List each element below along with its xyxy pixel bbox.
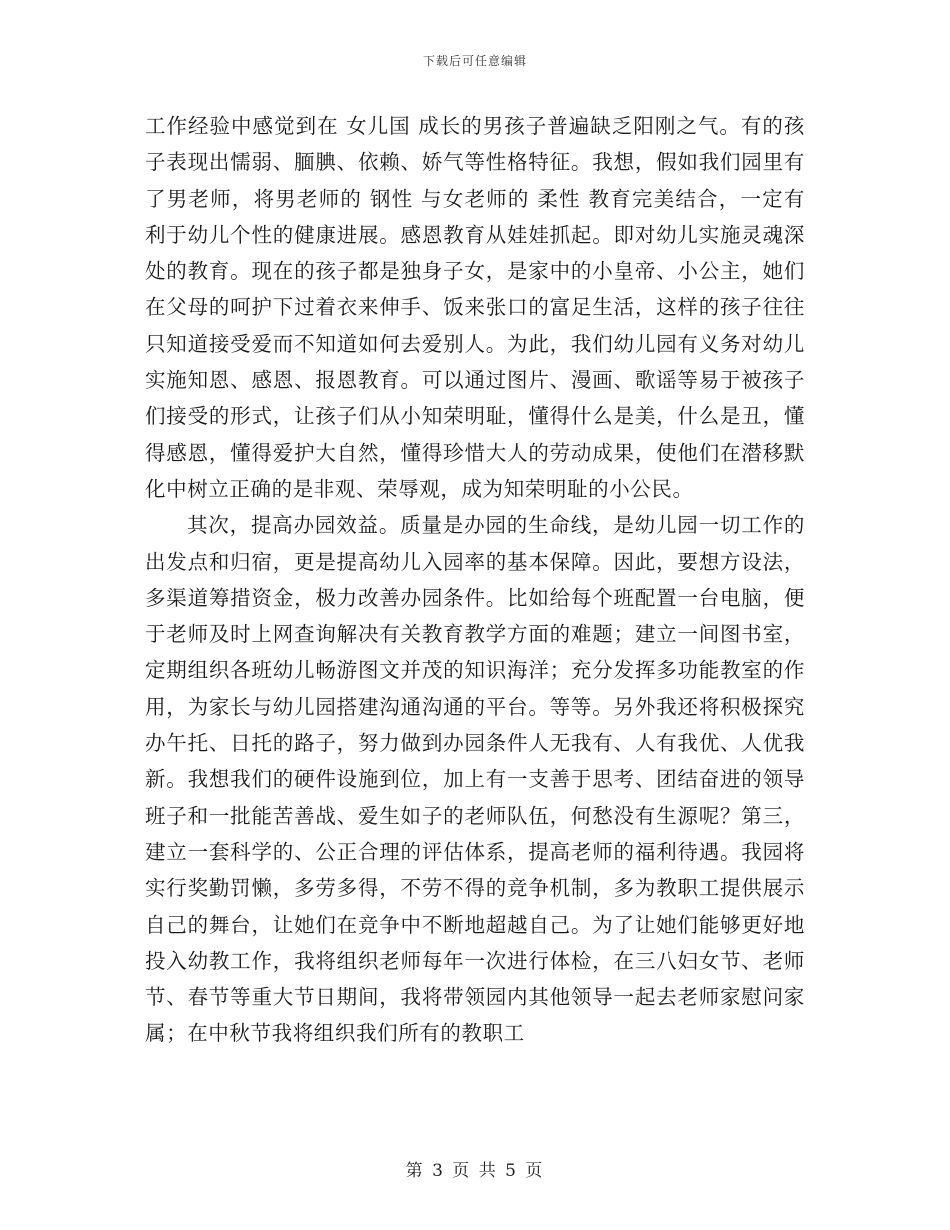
paragraph-second: 其次，提高办园效益。质量是办园的生命线，是幼儿园一切工作的出发点和归宿，更是提高幼儿入园率的基本保障。因此，要想方设法，多渠道筹措资金，极力改善办园条件。比如给每个班配置一台电脑，便于老师及时上网查询解决有关教育教学方面的难题；建立一间图书室，定期组织各班幼儿畅游图文并茂的知识海洋；充分发挥多功能教室的作用，为家长与幼儿园搭建沟通沟通的平台。等等。另外我还将积极探究办午托、日托的路子，努力做到办园条件人无我有、人有我优、人优我新。我想我们的硬件设施到位，加上有一支善于思考、团结奋进的领导班子和一批能苦善战、爱生如子的老师队伍，何愁没有生源呢？第三，建立一套科学的、公正合理的评估体系，提高老师的福利待遇。我园将实行奖勤罚懒，多劳多得，不劳不得的竞争机制，多为教职工提供展示自己的舞台，让她们在竞争中不断地超越自己。为了让她们能够更好地投入幼教工作，我将组织老师每年一次进行体检，在三八妇女节、老师节、春节等重大节日期间，我将带领园内其他领导一起去老师家慰问家属；在中秋节我将组织我们所有的教职工 <box>145 513 805 1046</box>
paragraph-continued: 工作经验中感觉到在 女儿国 成长的男孩子普遍缺乏阳刚之气。有的孩子表现出懦弱、腼腆、依赖、娇气等性格特征。我想，假如我们园里有了男老师，将男老师的 钢性 与女老师的 柔性 教育完美结合，一定有利于幼儿个性的健康进展。感恩教育从娃娃抓起。即对幼儿实施灵魂深处的教育。现在的孩子都是独身子女，是家中的小皇帝、小公主，她们在父母的呵护下过着衣来伸手、饭来张口的富足生活，这样的孩子往往只知道接受爱而不知道如何去爱别人。为此，我们幼儿园有义务对幼儿实施知恩、感恩、报恩教育。可以通过图片、漫画、歌谣等易于被孩子们接受的形式，让孩子们从小知荣明耻，懂得什么是美，什么是丑，懂得感恩，懂得爱护大自然，懂得珍惜大人的劳动成果，使他们在潜移默化中树立正确的是非观、荣辱观，成为知荣明耻的小公民。 <box>145 114 805 501</box>
page-header: 下载后可任意编辑 <box>422 54 527 68</box>
page-number-footer: 第 3 页 共 5 页 <box>405 1161 545 1181</box>
document-body <box>145 108 805 1052</box>
